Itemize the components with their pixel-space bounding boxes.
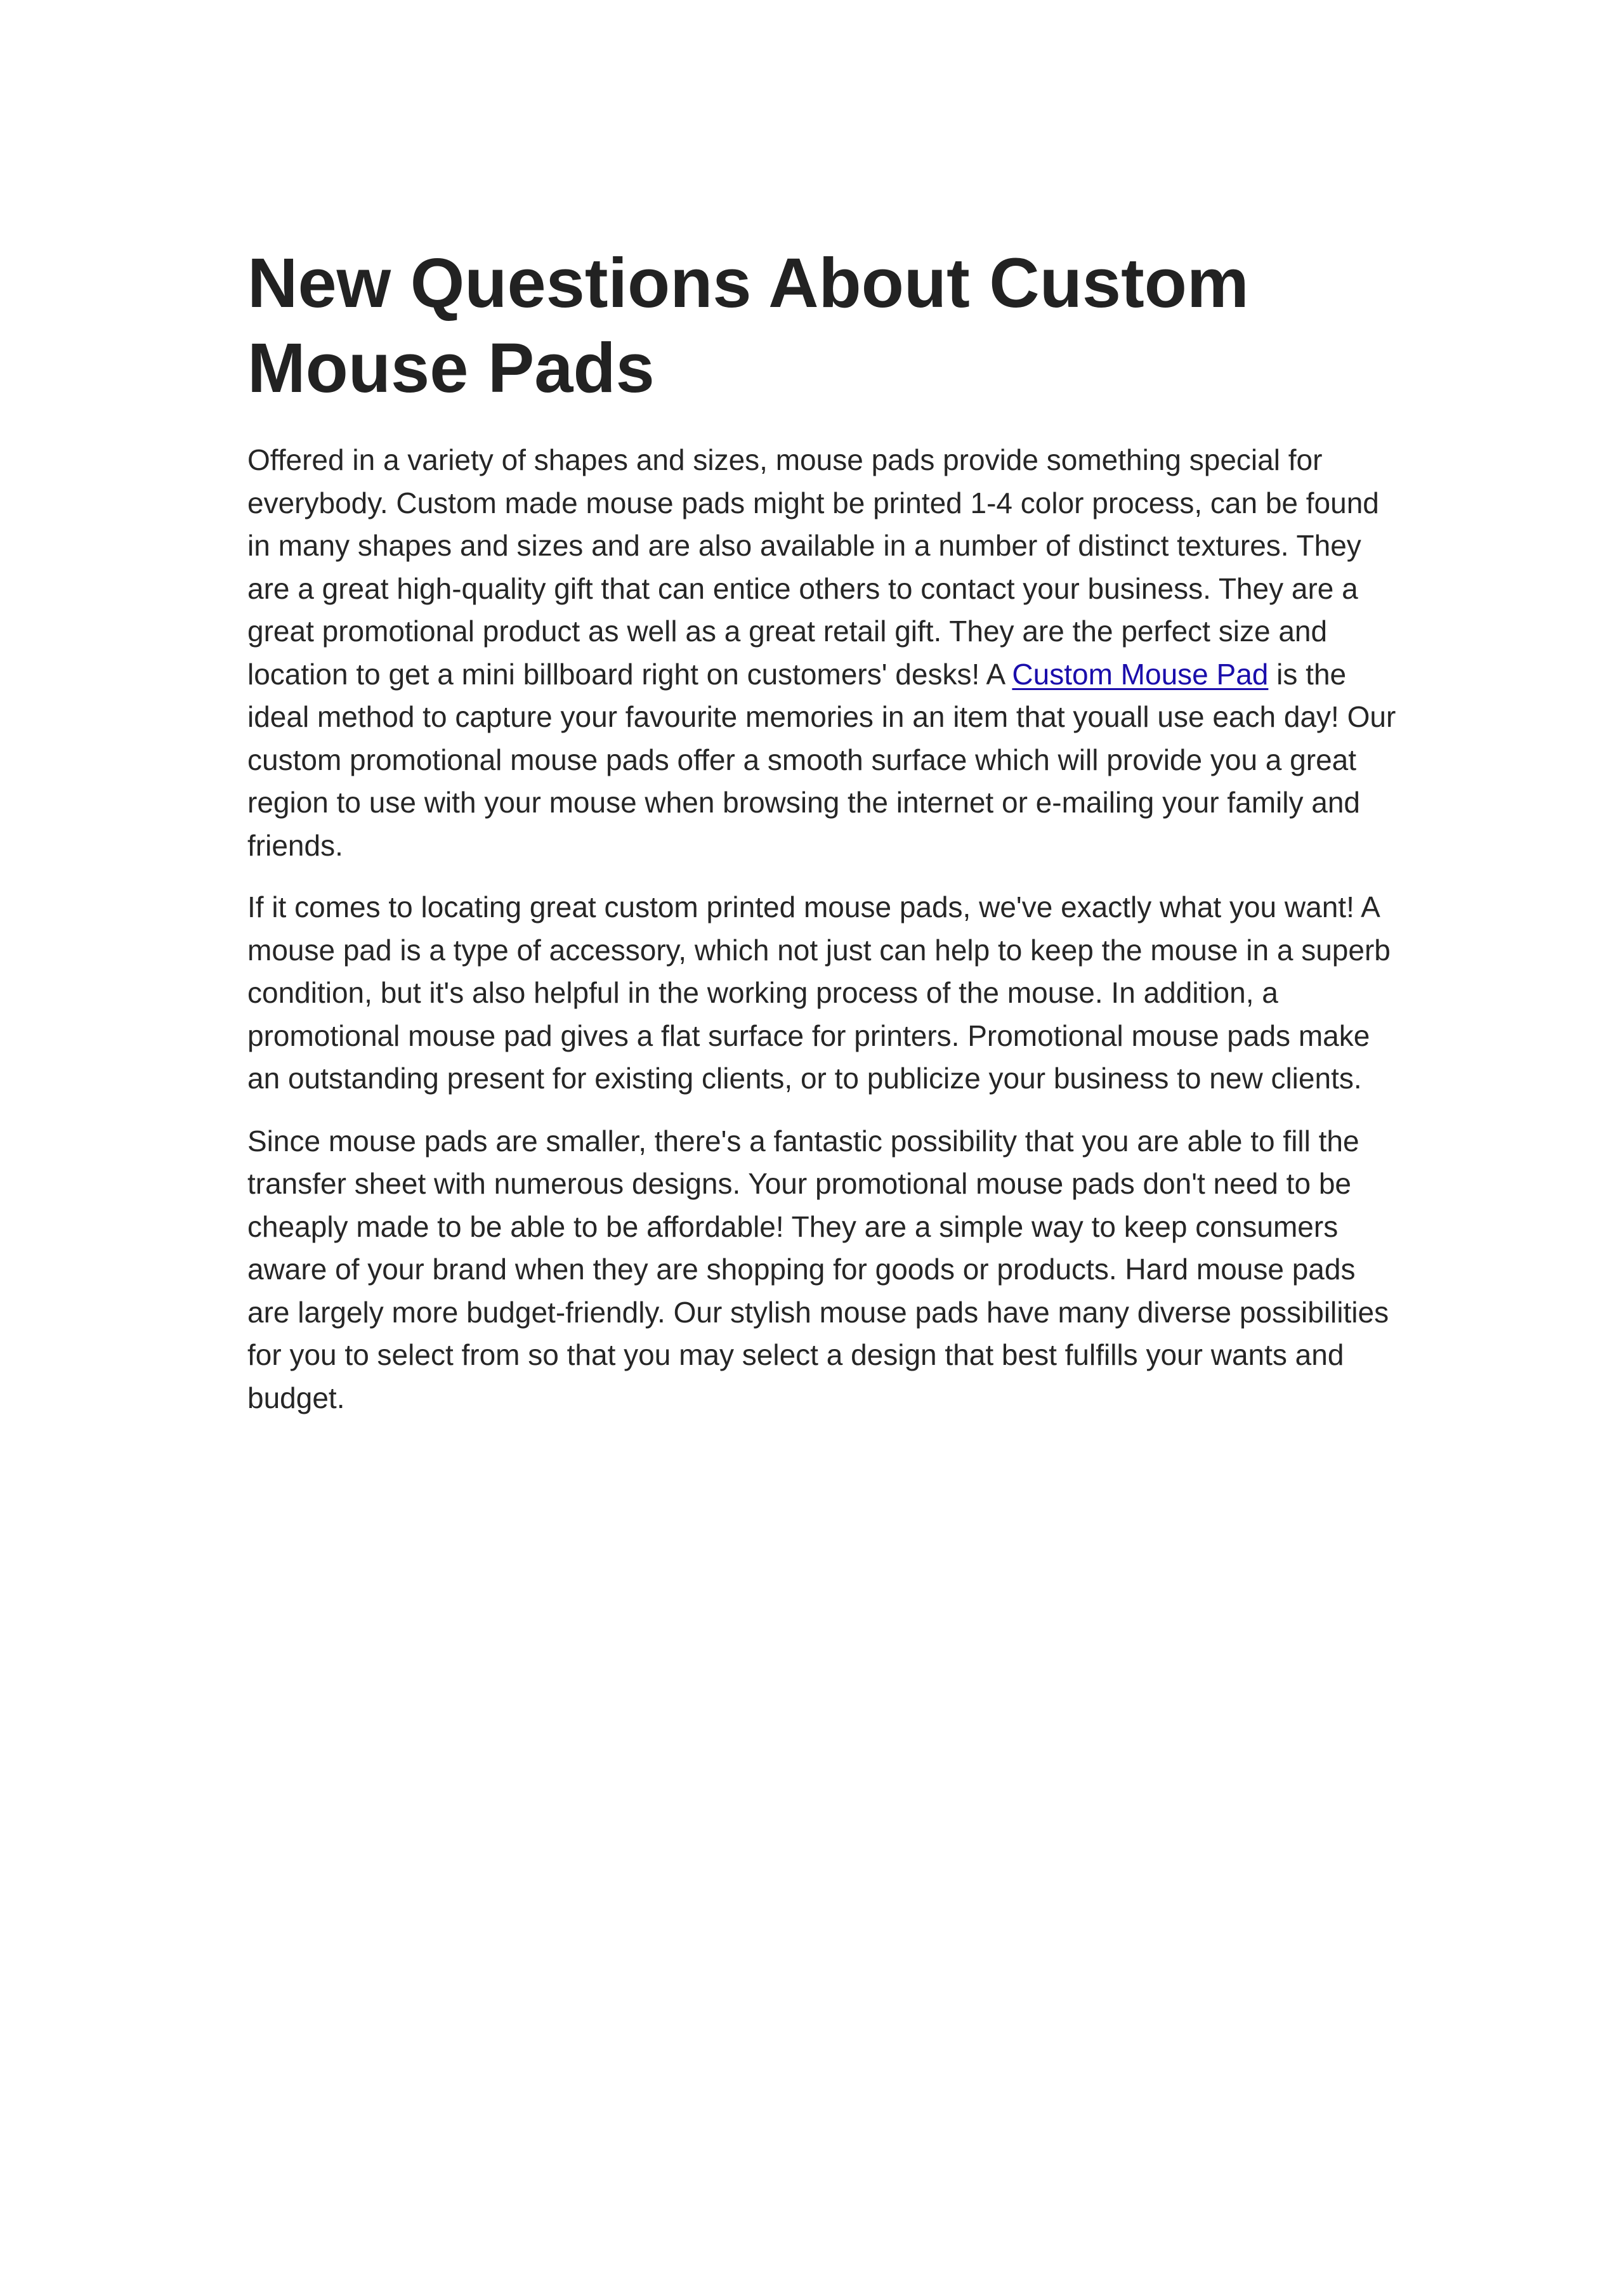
paragraph-1-text-after-link: is the ideal method to capture your favourite memories in an item that youall use each day! Our custom promotional mouse pads offer a smooth surface which will provide you a great region to use with your mouse when browsing the internet or e-mailing your family and friends.	[247, 657, 1396, 862]
document-page	[247, 241, 1402, 1419]
page-title-line-1: New Questions About Custom	[247, 244, 1249, 322]
paragraph-1	[247, 439, 1402, 867]
paragraph-2: If it comes to locating great custom printed mouse pads, we've exactly what you want! A mouse pad is a type of accessory, which not just can help to keep the mouse in a superb condition, but it's also helpful in the working process of the mouse. In addition, a promotional mouse pad gives a flat surface for printers. Promotional mouse pads make an outstanding present for existing clients, or to publicize your business to new clients.	[247, 890, 1391, 1095]
page-title-line-2: Mouse Pads	[247, 329, 655, 407]
custom-mouse-pad-link[interactable]: Custom Mouse Pad	[1012, 657, 1269, 691]
paragraph-1-text-before-link: Offered in a variety of shapes and sizes, mouse pads provide something special for everybody. Custom made mouse pads might be printed 1-4 color process, can be found in many shapes and sizes and are also available in a number of distinct textures. They are a great high-quality gift that can entice others to contact your business. They are a great promotional product as well as a great retail gift. They are the perfect size and location to get a mini billboard right on customers' desks! A	[247, 443, 1379, 691]
page-title	[247, 241, 1402, 411]
paragraph-3: Since mouse pads are smaller, there's a fantastic possibility that you are able to fill the transfer sheet with numerous designs. Your promotional mouse pads don't need to be cheaply made to be able to be affordable! They are a simple way to keep consumers aware of your brand when they are shopping for goods or products. Hard mouse pads are largely more budget-friendly. Our stylish mouse pads have many diverse possibilities for you to select from so that you may select a design that best fulfills your wants and budget.	[247, 1124, 1389, 1414]
